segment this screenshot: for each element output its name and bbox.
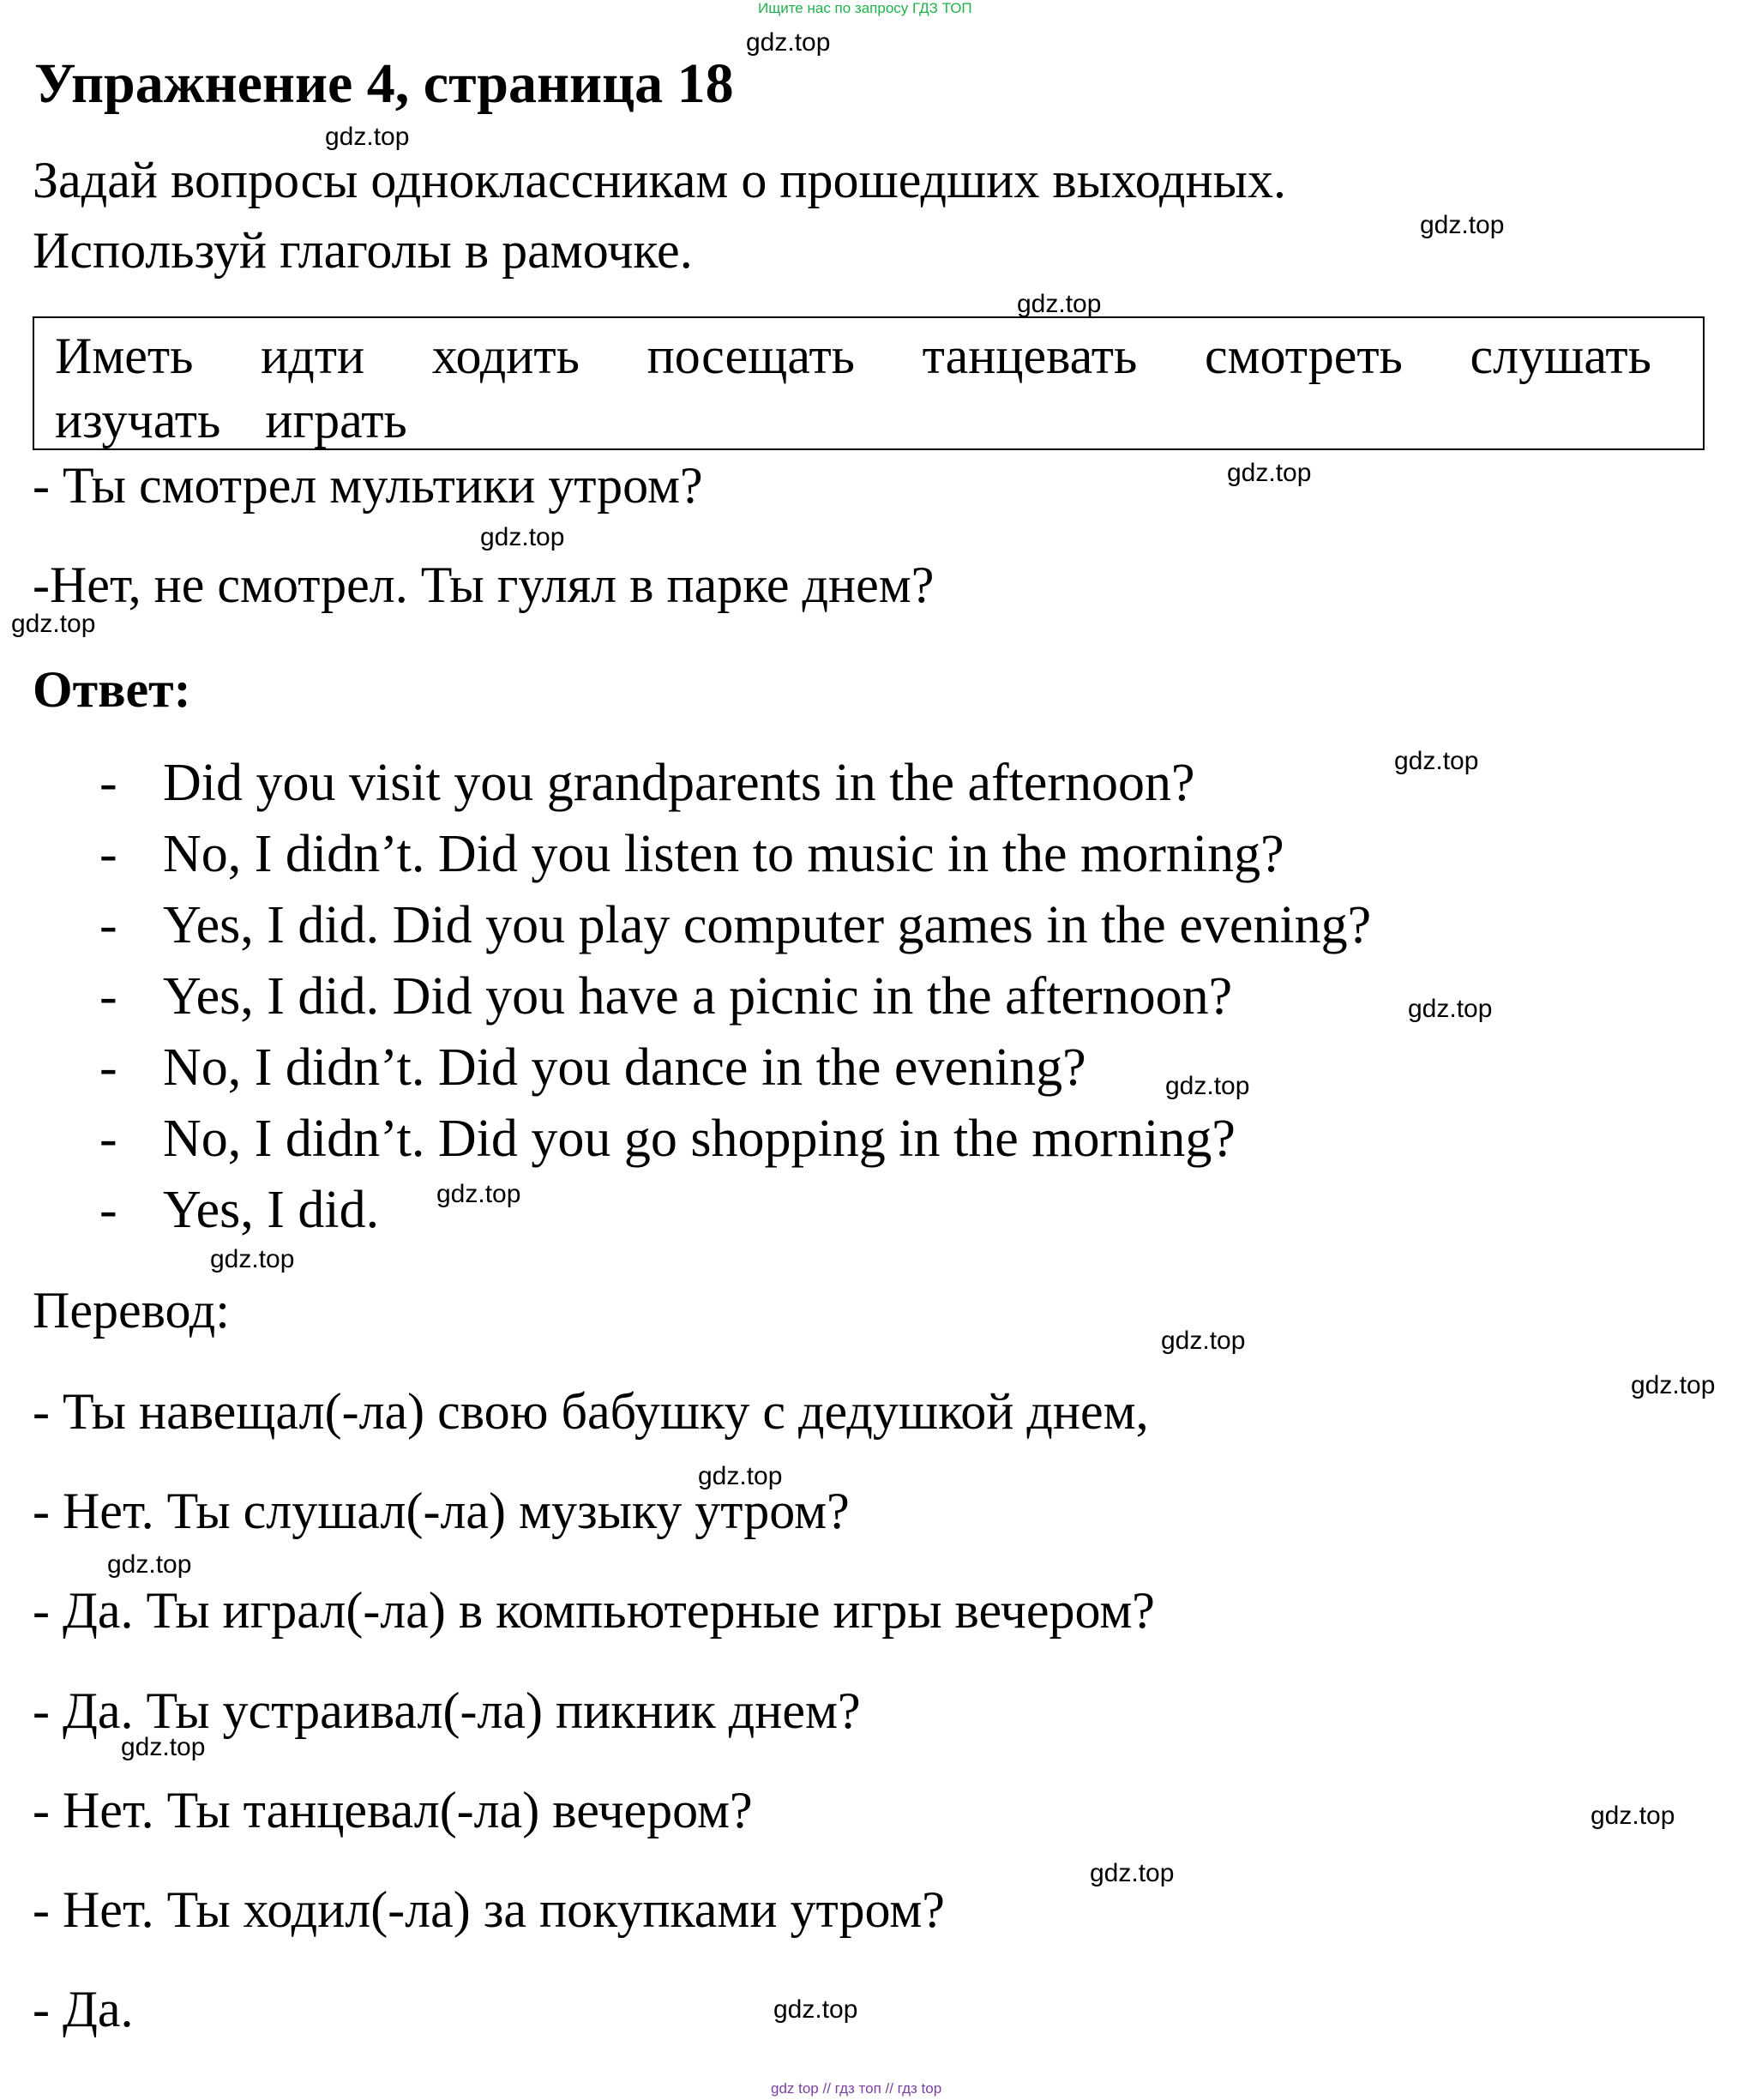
translation-heading: Перевод: [33,1282,230,1339]
verb-word: танцевать [922,328,1138,384]
answer-text: Yes, I did. Did you have a picnic in the afternoon? [163,967,1233,1026]
verb-word: идти [261,328,365,384]
watermark: gdz.top [210,1245,295,1273]
task-line-1: Задай вопросы одноклассникам о прошедших выходных. [33,152,1286,208]
translation-line: - Нет. Ты ходил(-ла) за покупками утром? [33,1881,945,1938]
watermark: gdz.top [107,1550,192,1579]
watermark: gdz.top [1161,1327,1246,1355]
watermark: gdz.top [1394,747,1479,775]
watermark: gdz.top [1420,211,1505,239]
watermark: gdz.top [1408,995,1493,1023]
answer-dash: - [99,896,117,954]
translation-line: - Да. [33,1981,134,2037]
answer-text: Did you visit you grandparents in the afternoon? [163,754,1195,812]
translation-line: - Нет. Ты танцевал(-ла) вечером? [33,1782,753,1838]
watermark: gdz.top [746,28,831,57]
watermark: gdz.top [1165,1072,1250,1100]
watermark: gdz.top [1227,459,1312,487]
translation-line: - Да. Ты устраивал(-ла) пикник днем? [33,1682,861,1739]
answer-dash: - [99,1110,117,1168]
verb-row-1 [55,327,1651,386]
translation-line: - Да. Ты играл(-ла) в компьютерные игры вечером? [33,1582,1155,1639]
watermark: gdz.top [1591,1802,1675,1830]
watermark: gdz.top [698,1462,783,1490]
verb-box [33,316,1705,450]
verb-word: Иметь [55,328,194,384]
translation-line: - Ты навещал(-ла) свою бабушку с дедушкой днем, [33,1383,1149,1440]
answer-dash: - [99,1038,117,1097]
watermark: gdz.top [121,1733,206,1761]
answer-text: Yes, I did. Did you play computer games in the evening? [163,896,1372,954]
answer-text: No, I didn’t. Did you dance in the evening? [163,1038,1086,1097]
example-line-1: - Ты смотрел мультики утром? [33,457,703,514]
answer-text: Yes, I did. [163,1181,380,1239]
verb-word: играть [265,392,407,448]
watermark: gdz.top [1017,290,1102,318]
verb-word: посещать [646,328,856,384]
watermark: gdz.top [1090,1859,1175,1887]
verb-row-2 [55,391,1651,450]
answer-dash: - [99,825,117,883]
watermark: gdz.top [480,523,565,551]
page-title: Упражнение 4, страница 18 [34,52,734,115]
watermark: gdz.top [11,610,96,638]
answer-text: No, I didn’t. Did you go shopping in the morning? [163,1110,1236,1168]
answer-dash: - [99,1181,117,1239]
verb-word: изучать [55,392,221,448]
top-banner[interactable]: Ищите нас по запросу ГДЗ ТОП [758,0,972,16]
answer-text: No, I didn’t. Did you listen to music in the morning? [163,825,1284,883]
task-line-2: Используй глаголы в рамочке. [33,222,693,279]
watermark: gdz.top [436,1180,521,1208]
verb-word: слушать [1470,328,1651,384]
answer-dash: - [99,754,117,812]
watermark: gdz.top [1631,1371,1716,1399]
verb-word: ходить [431,328,580,384]
footer-links[interactable]: gdz top // гдз топ // гдз top [771,2080,942,2097]
translation-line: - Нет. Ты слушал(-ла) музыку утром? [33,1483,850,1539]
example-line-2: -Нет, не смотрел. Ты гулял в парке днем? [33,557,935,613]
verb-word: смотреть [1204,328,1403,384]
watermark: gdz.top [773,1995,858,2024]
watermark: gdz.top [325,123,410,151]
answer-dash: - [99,967,117,1026]
answer-heading: Ответ: [33,661,191,718]
